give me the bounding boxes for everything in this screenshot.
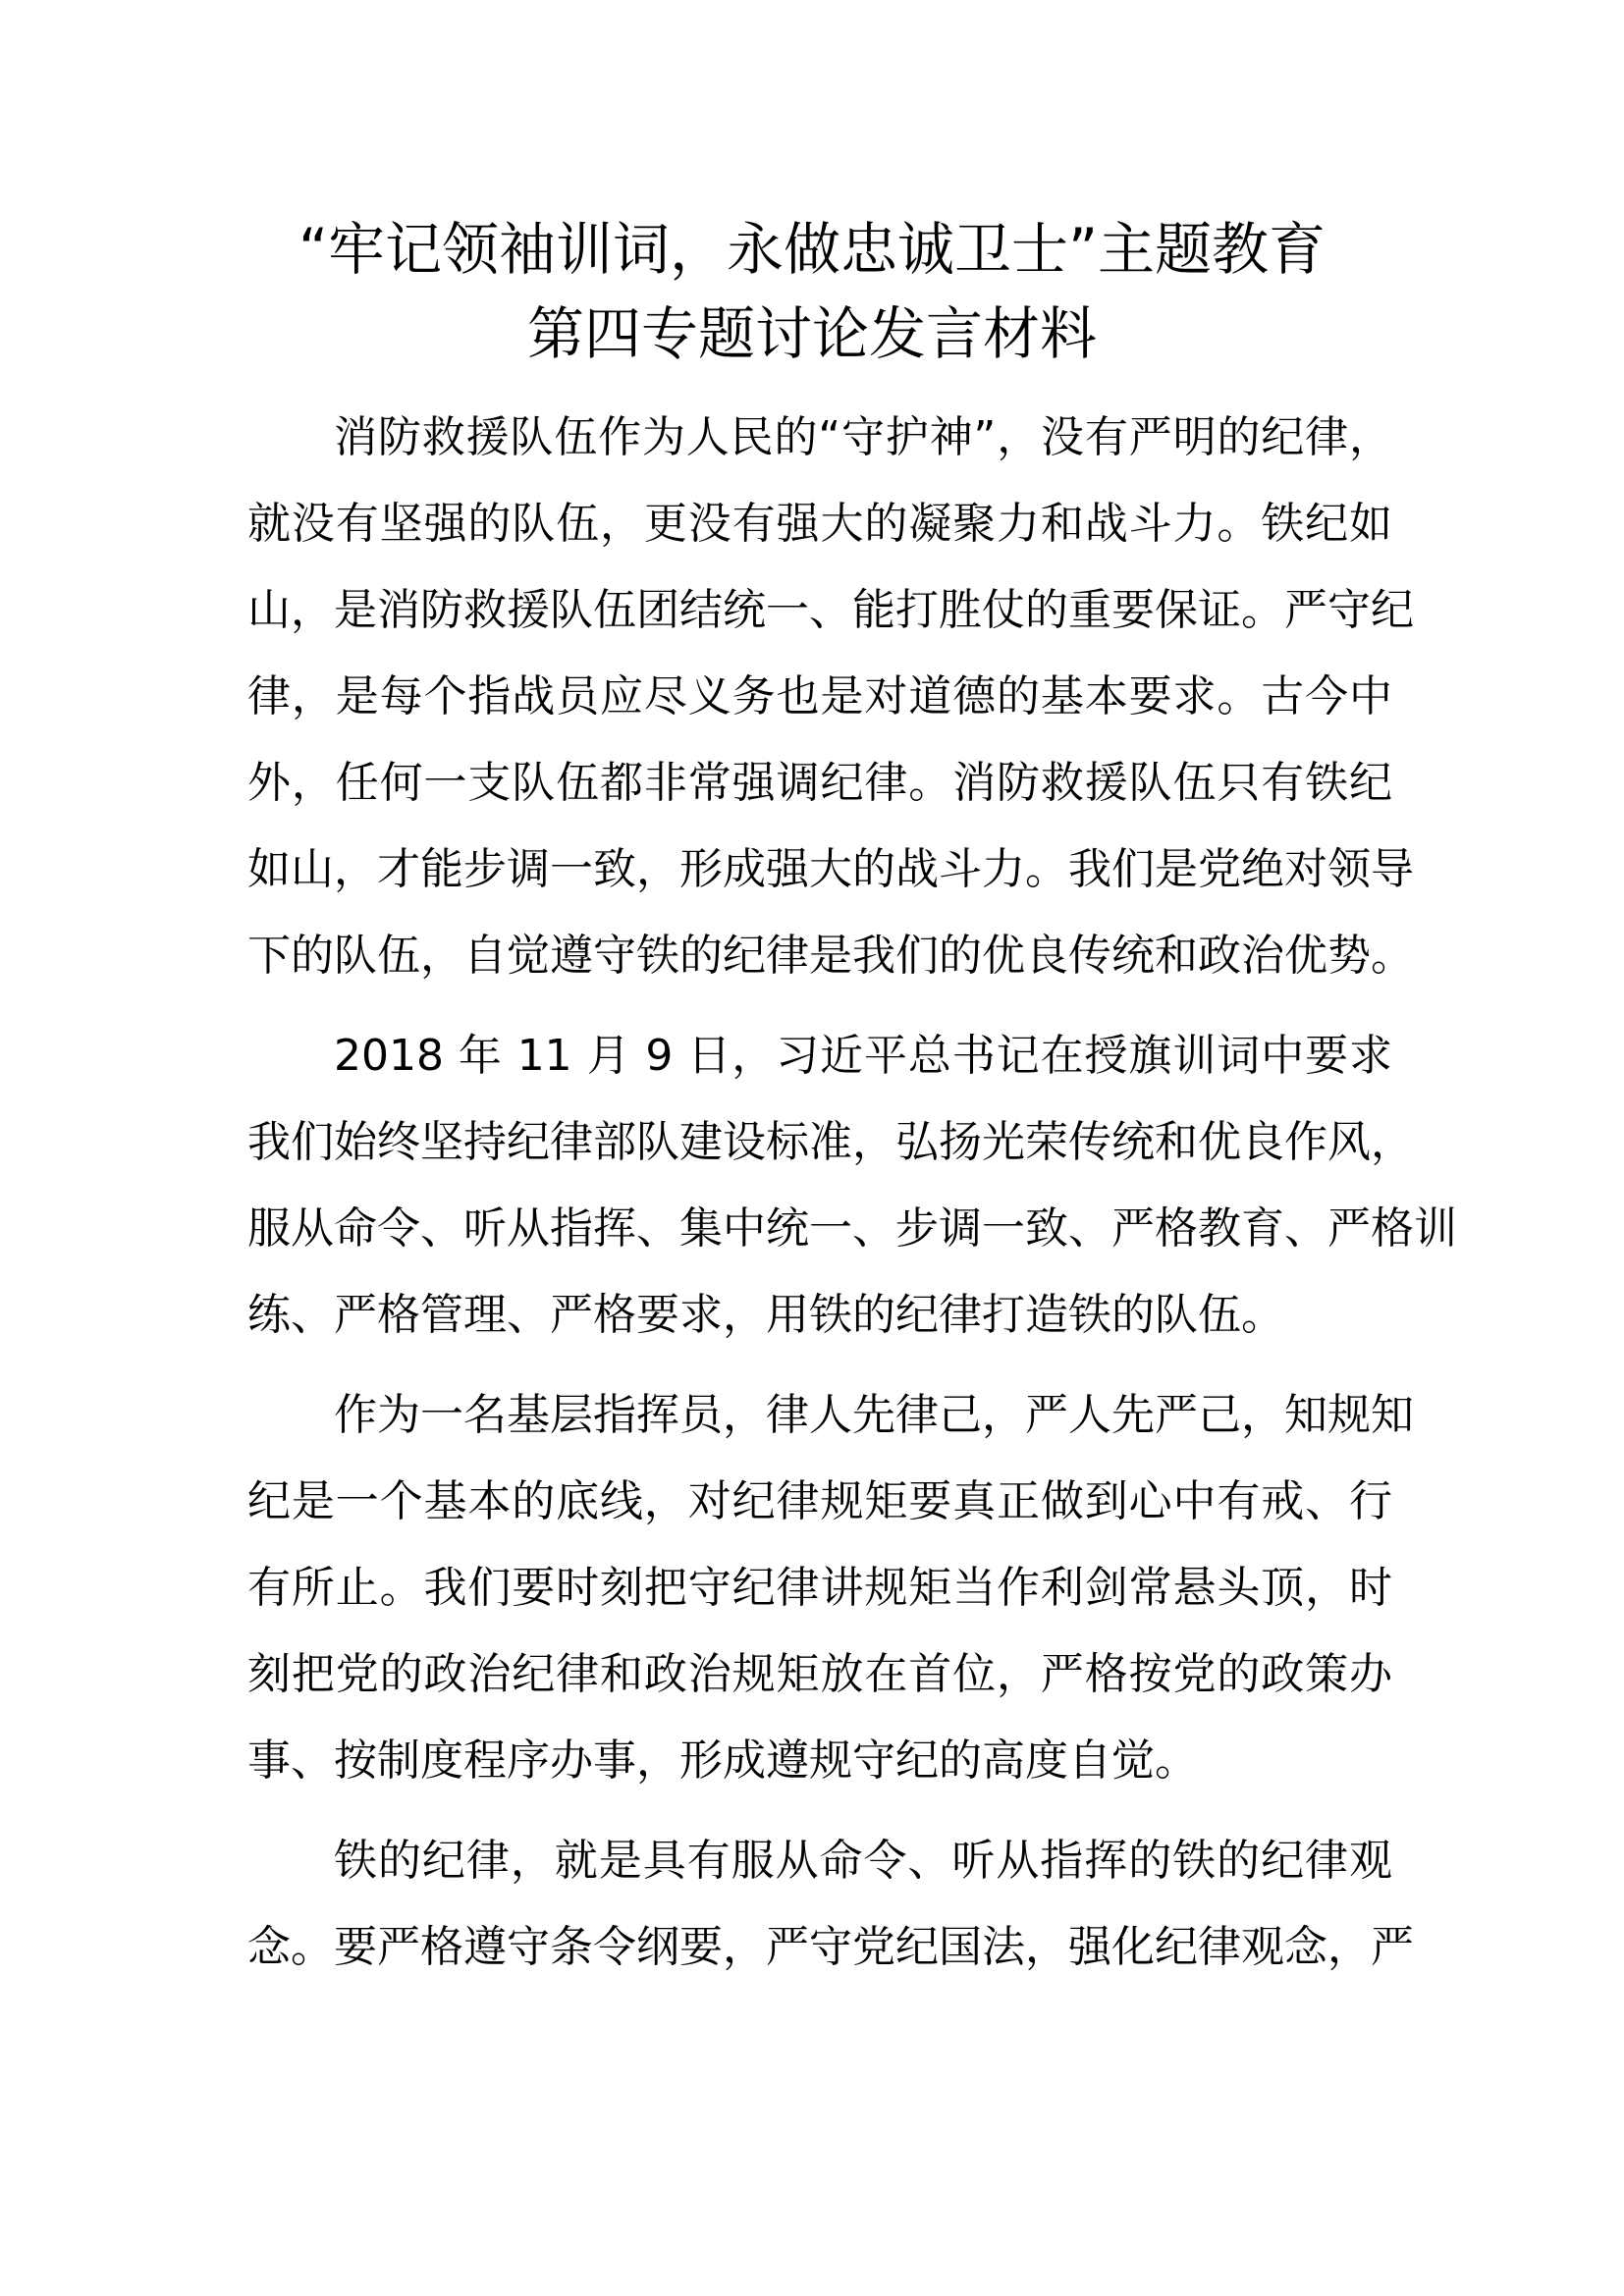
paragraph-line: 刻把党的政治纪律和政治规矩放在首位，严格按党的政策办 [247,1649,1392,1699]
paragraph-line: 作为一名基层指挥员，律人先律己，严人先严己，知规知 [334,1390,1414,1440]
paragraph-line: 律，是每个指战员应尽义务也是对道德的基本要求。古今中 [247,671,1392,721]
paragraph-line: 山，是消防救援队伍团结统一、能打胜仗的重要保证。严守纪 [247,585,1414,635]
document-title-line-2: 第四专题讨论发言材料 [526,300,1097,367]
paragraph [247,404,1414,1009]
paragraph-line: 服从命令、听从指挥、集中统一、步调一致、严格教育、严格训 [247,1203,1457,1254]
paragraph-line: 纪是一个基本的底线，对纪律规矩要真正做到心中有戒、行 [247,1476,1392,1526]
paragraph-line: 有所止。我们要时刻把守纪律讲规矩当作利剑常悬头顶，时 [247,1563,1392,1613]
paragraph-line: 事、按制度程序办事，形成遵规守纪的高度自觉。 [247,1735,1198,1786]
paragraph-line: 练、严格管理、严格要求，用铁的纪律打造铁的队伍。 [247,1290,1284,1340]
paragraph [247,1382,1414,1814]
paragraph-line: 就没有坚强的队伍，更没有强大的凝聚力和战斗力。铁纪如 [247,499,1392,549]
paragraph [247,1828,1414,2001]
paragraph-line: 消防救援队伍作为人民的“守护神”，没有严明的纪律， [334,412,1392,462]
paragraph-line: 念。要严格遵守条令纲要，严守党纪国法，强化纪律观念，严 [247,1922,1414,1972]
paragraph-line: 铁的纪律，就是具有服从命令、听从指挥的铁的纪律观 [334,1836,1392,1886]
paragraph-line: 如山，才能步调一致，形成强大的战斗力。我们是党绝对领导 [247,844,1414,894]
paragraph-line: 我们始终坚持纪律部队建设标准，弘扬光荣传统和优良作风， [247,1117,1414,1167]
document-body [247,404,1457,2014]
paragraph [247,1023,1457,1368]
paragraph-line: 下的队伍，自觉遵守铁的纪律是我们的优良传统和政治优势。 [247,931,1414,981]
paragraph-line: 2018 年 11 月 9 日，习近平总书记在授旗训词中要求 [334,1031,1392,1081]
document-title-line-1: “牢记领袖训词，永做忠诚卫士”主题教育 [298,216,1326,283]
paragraph-line: 外，任何一支队伍都非常强调纪律。消防救援队伍只有铁纪 [247,758,1392,808]
